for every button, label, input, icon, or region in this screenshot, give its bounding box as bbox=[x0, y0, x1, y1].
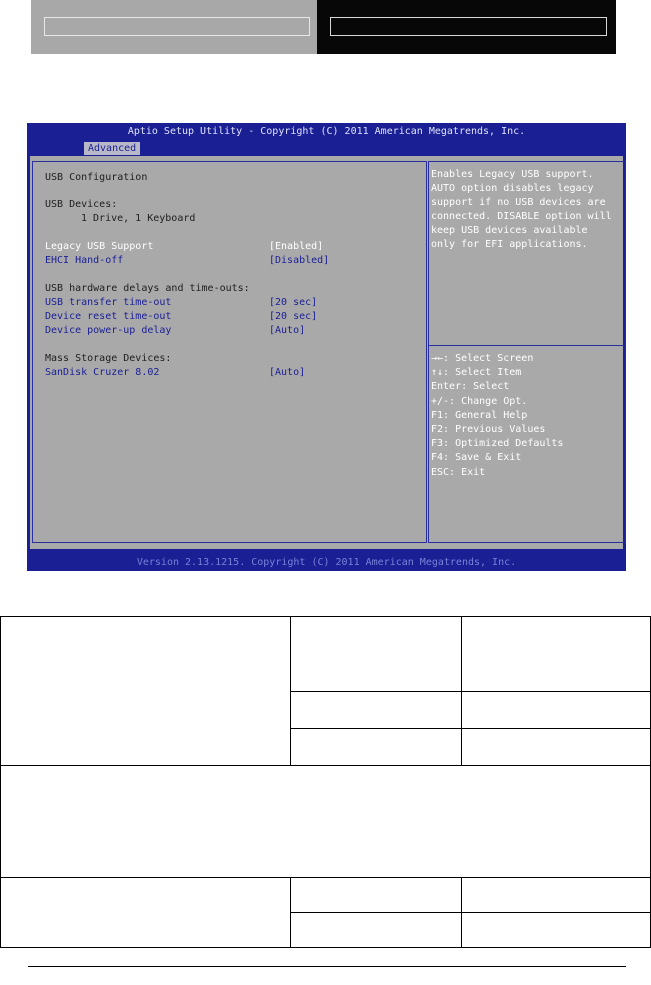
delays-heading: USB hardware delays and time-outs: bbox=[45, 283, 250, 294]
settings-pane bbox=[32, 161, 427, 543]
page-bottom-rule bbox=[28, 966, 626, 967]
help-line: only for EFI applications. bbox=[431, 239, 588, 250]
table-cell bbox=[291, 692, 462, 729]
help-line: connected. DISABLE option will bbox=[431, 211, 612, 222]
table-cell bbox=[291, 729, 462, 766]
table-cell bbox=[1, 878, 291, 948]
ehci-handoff-value[interactable]: [Disabled] bbox=[269, 255, 330, 266]
key-f1: F1: General Help bbox=[431, 409, 528, 421]
help-line: AUTO option disables legacy bbox=[431, 183, 594, 194]
key-f3: F3: Optimized Defaults bbox=[431, 438, 564, 450]
table-cell bbox=[462, 729, 651, 766]
bios-footer: Version 2.13.1215. Copyright (C) 2011 American Megatrends, Inc. bbox=[136, 557, 517, 568]
device-powerup-delay-value[interactable]: [Auto] bbox=[269, 325, 306, 336]
help-divider bbox=[429, 345, 625, 346]
options-table-1 bbox=[0, 616, 651, 948]
header-box-right bbox=[330, 17, 607, 36]
usb-config-heading: USB Configuration bbox=[45, 172, 148, 183]
key-f2: F2: Previous Values bbox=[431, 424, 546, 436]
usb-devices-value: 1 Drive, 1 Keyboard bbox=[81, 213, 196, 224]
key-f4: F4: Save & Exit bbox=[431, 452, 522, 464]
key-change-opt: +/-: Change Opt. bbox=[431, 395, 528, 407]
help-line: Enables Legacy USB support. bbox=[431, 169, 594, 180]
key-esc: ESC: Exit bbox=[431, 466, 486, 478]
table-cell bbox=[291, 878, 462, 913]
legacy-usb-support-label[interactable]: Legacy USB Support bbox=[45, 241, 154, 252]
key-legend bbox=[431, 352, 563, 480]
device-powerup-delay-label[interactable]: Device power-up delay bbox=[45, 325, 172, 336]
table-cell bbox=[291, 617, 462, 692]
table-cell bbox=[462, 878, 651, 913]
header-box-left bbox=[44, 17, 310, 36]
usb-transfer-timeout-label[interactable]: USB transfer time-out bbox=[45, 297, 172, 308]
usb-devices-label: USB Devices: bbox=[45, 199, 118, 210]
table-cell bbox=[1, 617, 291, 766]
key-enter: Enter: Select bbox=[431, 381, 510, 393]
help-line: keep USB devices available bbox=[431, 225, 588, 236]
bios-title: Aptio Setup Utility - Copyright (C) 2011 American Megatrends, Inc. bbox=[127, 126, 526, 137]
legacy-usb-support-value[interactable]: [Enabled] bbox=[269, 241, 324, 252]
table-cell bbox=[462, 692, 651, 729]
key-select-screen: →←: Select Screen bbox=[431, 353, 534, 364]
mass-storage-heading: Mass Storage Devices: bbox=[45, 353, 172, 364]
sandisk-cruzer-value[interactable]: [Auto] bbox=[269, 367, 306, 378]
key-select-item: ↑↓: Select Item bbox=[431, 367, 522, 379]
device-reset-timeout-label[interactable]: Device reset time-out bbox=[45, 311, 172, 322]
bios-screen bbox=[27, 123, 626, 571]
sandisk-cruzer-label[interactable]: SanDisk Cruzer 8.02 bbox=[45, 367, 160, 378]
help-text bbox=[431, 168, 621, 252]
table-cell bbox=[1, 766, 651, 878]
header-bar-right bbox=[317, 0, 616, 54]
usb-transfer-timeout-value[interactable]: [20 sec] bbox=[269, 297, 318, 308]
table-cell bbox=[291, 913, 462, 948]
tab-advanced[interactable]: Advanced bbox=[84, 142, 140, 155]
header-bar-left bbox=[31, 0, 317, 54]
bios-panel bbox=[30, 156, 623, 549]
table-cell bbox=[462, 617, 651, 692]
help-line: support if no USB devices are bbox=[431, 197, 606, 208]
table-cell bbox=[462, 913, 651, 948]
help-pane bbox=[428, 161, 626, 543]
device-reset-timeout-value[interactable]: [20 sec] bbox=[269, 311, 318, 322]
ehci-handoff-label[interactable]: EHCI Hand-off bbox=[45, 255, 124, 266]
